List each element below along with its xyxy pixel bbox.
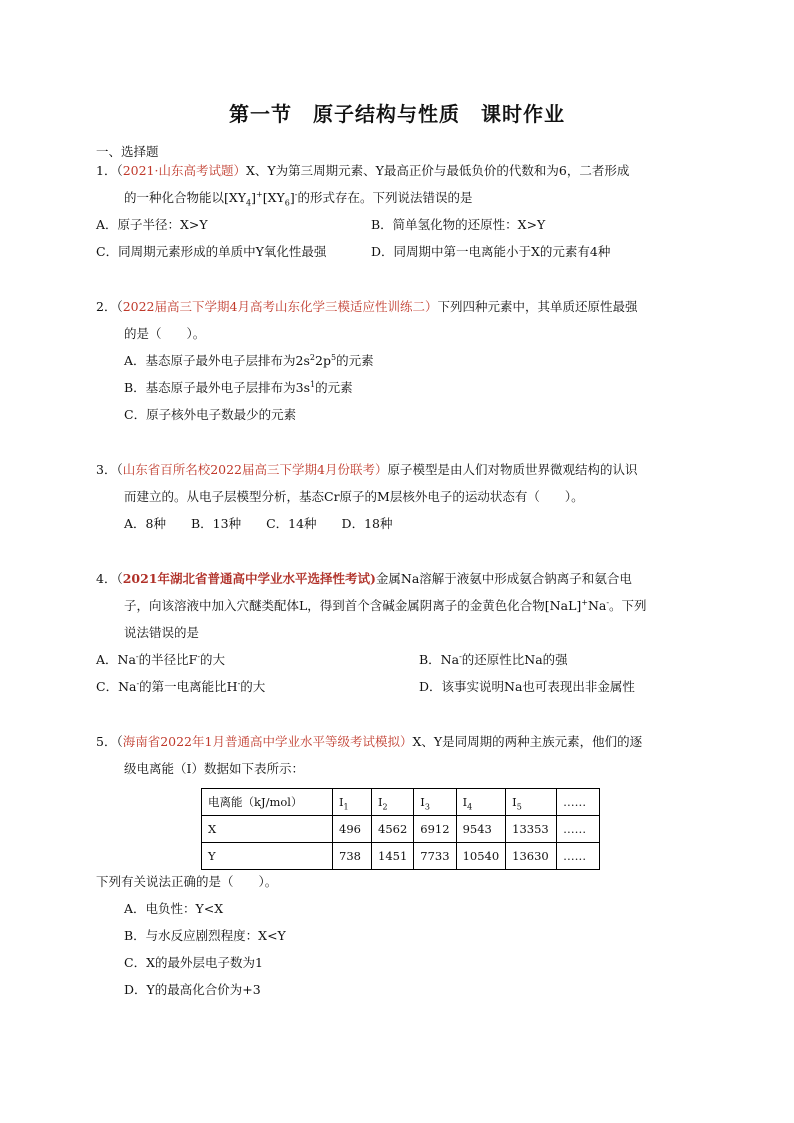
q1-option-d: D．同周期中第一电离能小于X的元素有4种 xyxy=(371,244,611,259)
q3-stem-line1: 3．（山东省百所名校2022届高三下学期4月份联考）原子模型是由人们对物质世界微观结构的认识 xyxy=(96,462,638,477)
ionization-energy-table xyxy=(201,788,600,870)
q2-option-a: A．基态原子最外电子层排布为$2s^22p^5$的元素 xyxy=(124,352,374,368)
q2-stem-line2: 的是（ ）。 xyxy=(124,326,206,341)
table-cell: 496 xyxy=(333,816,372,843)
q4-source: 2021年湖北省普通高中学业水平选择性考试 xyxy=(122,571,370,586)
q3-options: A．8种 B．13种 C．14种 D．18种 xyxy=(124,516,393,531)
table-header-cell: $I_2$ xyxy=(372,789,414,816)
q4-option-b: B．Na-的还原性比Na的强 xyxy=(419,651,568,667)
table-row xyxy=(202,816,600,843)
q3-stem-line2: 而建立的。从电子层模型分析，基态Cr原子的M层核外电子的运动状态有（ ）。 xyxy=(124,489,584,504)
q1-option-c: C．同周期元素形成的单质中Y氧化性最强 xyxy=(96,244,327,259)
table-cell: …… xyxy=(557,843,600,870)
q1-option-a: A．原子半径：X>Y xyxy=(96,217,208,232)
table-cell: …… xyxy=(557,816,600,843)
q4-option-d: D．该事实说明Na也可表现出非金属性 xyxy=(419,679,635,694)
table-header-cell: $I_5$ xyxy=(506,789,557,816)
q4-option-c: C．Na-的第一电离能比H-的大 xyxy=(96,678,266,694)
q5-option-b: B．与水反应剧烈程度：X<Y xyxy=(124,928,286,943)
table-header-cell: $I_3$ xyxy=(414,789,456,816)
table-header-cell: $I_1$ xyxy=(333,789,372,816)
table-cell: 13630 xyxy=(506,843,557,870)
table-header-row xyxy=(202,789,600,816)
table-header-cell: …… xyxy=(557,789,600,816)
q5-option-c: C．X的最外层电子数为1 xyxy=(124,955,263,970)
table-cell: 10540 xyxy=(456,843,506,870)
q5-option-a: A．电负性：Y<X xyxy=(124,901,224,916)
q1-stem-line2: 的一种化合物能以$[XY_4]^+[XY_6]^-$的形式存在。下列说法错误的是 xyxy=(124,189,473,208)
q4-stem-line1: 4．（2021年湖北省普通高中学业水平选择性考试)金属Na溶解于液氨中形成氨合钠离子和氨合电 xyxy=(96,571,632,586)
q4-stem-line2: 子，向该溶液中加入穴醚类配体L，得到首个含碱金属阴离子的金黄色化合物[NaL]+Na-。下列 xyxy=(124,597,647,613)
table-cell: 7733 xyxy=(414,843,456,870)
q5-source: 海南省2022年1月普通高中学业水平等级考试模拟 xyxy=(122,734,400,749)
q1-stem-line1: 1．（2021·山东高考试题）X、Y为第三周期元素、Y最高正价与最低负价的代数和为6，二者形成 xyxy=(96,163,630,178)
q2-source: 2022届高三下学期4月高考山东化学三模适应性训练二 xyxy=(122,299,425,314)
q1-source: 2021·山东高考试题 xyxy=(122,163,234,178)
q5-prompt: 下列有关说法正确的是（ ）。 xyxy=(96,874,278,889)
section-heading: 一、选择题 xyxy=(96,144,159,159)
q5-stem-line1: 5．（海南省2022年1月普通高中学业水平等级考试模拟）X、Y是同周期的两种主族元素，他们的逐 xyxy=(96,734,643,749)
table-row xyxy=(202,843,600,870)
q1-option-b: B．简单氢化物的还原性：X>Y xyxy=(371,217,546,232)
table-cell: 1451 xyxy=(372,843,414,870)
table-cell: 738 xyxy=(333,843,372,870)
table-cell: 4562 xyxy=(372,816,414,843)
q3-source: 山东省百所名校2022届高三下学期4月份联考 xyxy=(122,462,375,477)
q4-stem-line3: 说法错误的是 xyxy=(124,625,200,640)
q5-option-d: D．Y的最高化合价为+3 xyxy=(124,982,261,997)
table-cell: X xyxy=(202,816,333,843)
q2-option-c: C．原子核外电子数最少的元素 xyxy=(124,407,297,422)
table-cell: 6912 xyxy=(414,816,456,843)
table-cell: 9543 xyxy=(456,816,506,843)
q4-option-a: A．Na-的半径比F-的大 xyxy=(96,651,226,667)
table-header-cell: $I_4$ xyxy=(456,789,506,816)
page-title: 第一节 原子结构与性质 课时作业 xyxy=(229,102,565,126)
table-cell: 13353 xyxy=(506,816,557,843)
table-header-cell: 电离能（kJ/mol） xyxy=(202,789,333,816)
q2-stem-line1: 2．（2022届高三下学期4月高考山东化学三模适应性训练二）下列四种元素中，其单质还原性最强 xyxy=(96,299,638,314)
q5-stem-line2: 级电离能（I）数据如下表所示： xyxy=(124,761,304,776)
q2-option-b: B．基态原子最外电子层排布为$3s^1$的元素 xyxy=(124,379,353,395)
table-cell: Y xyxy=(202,843,333,870)
